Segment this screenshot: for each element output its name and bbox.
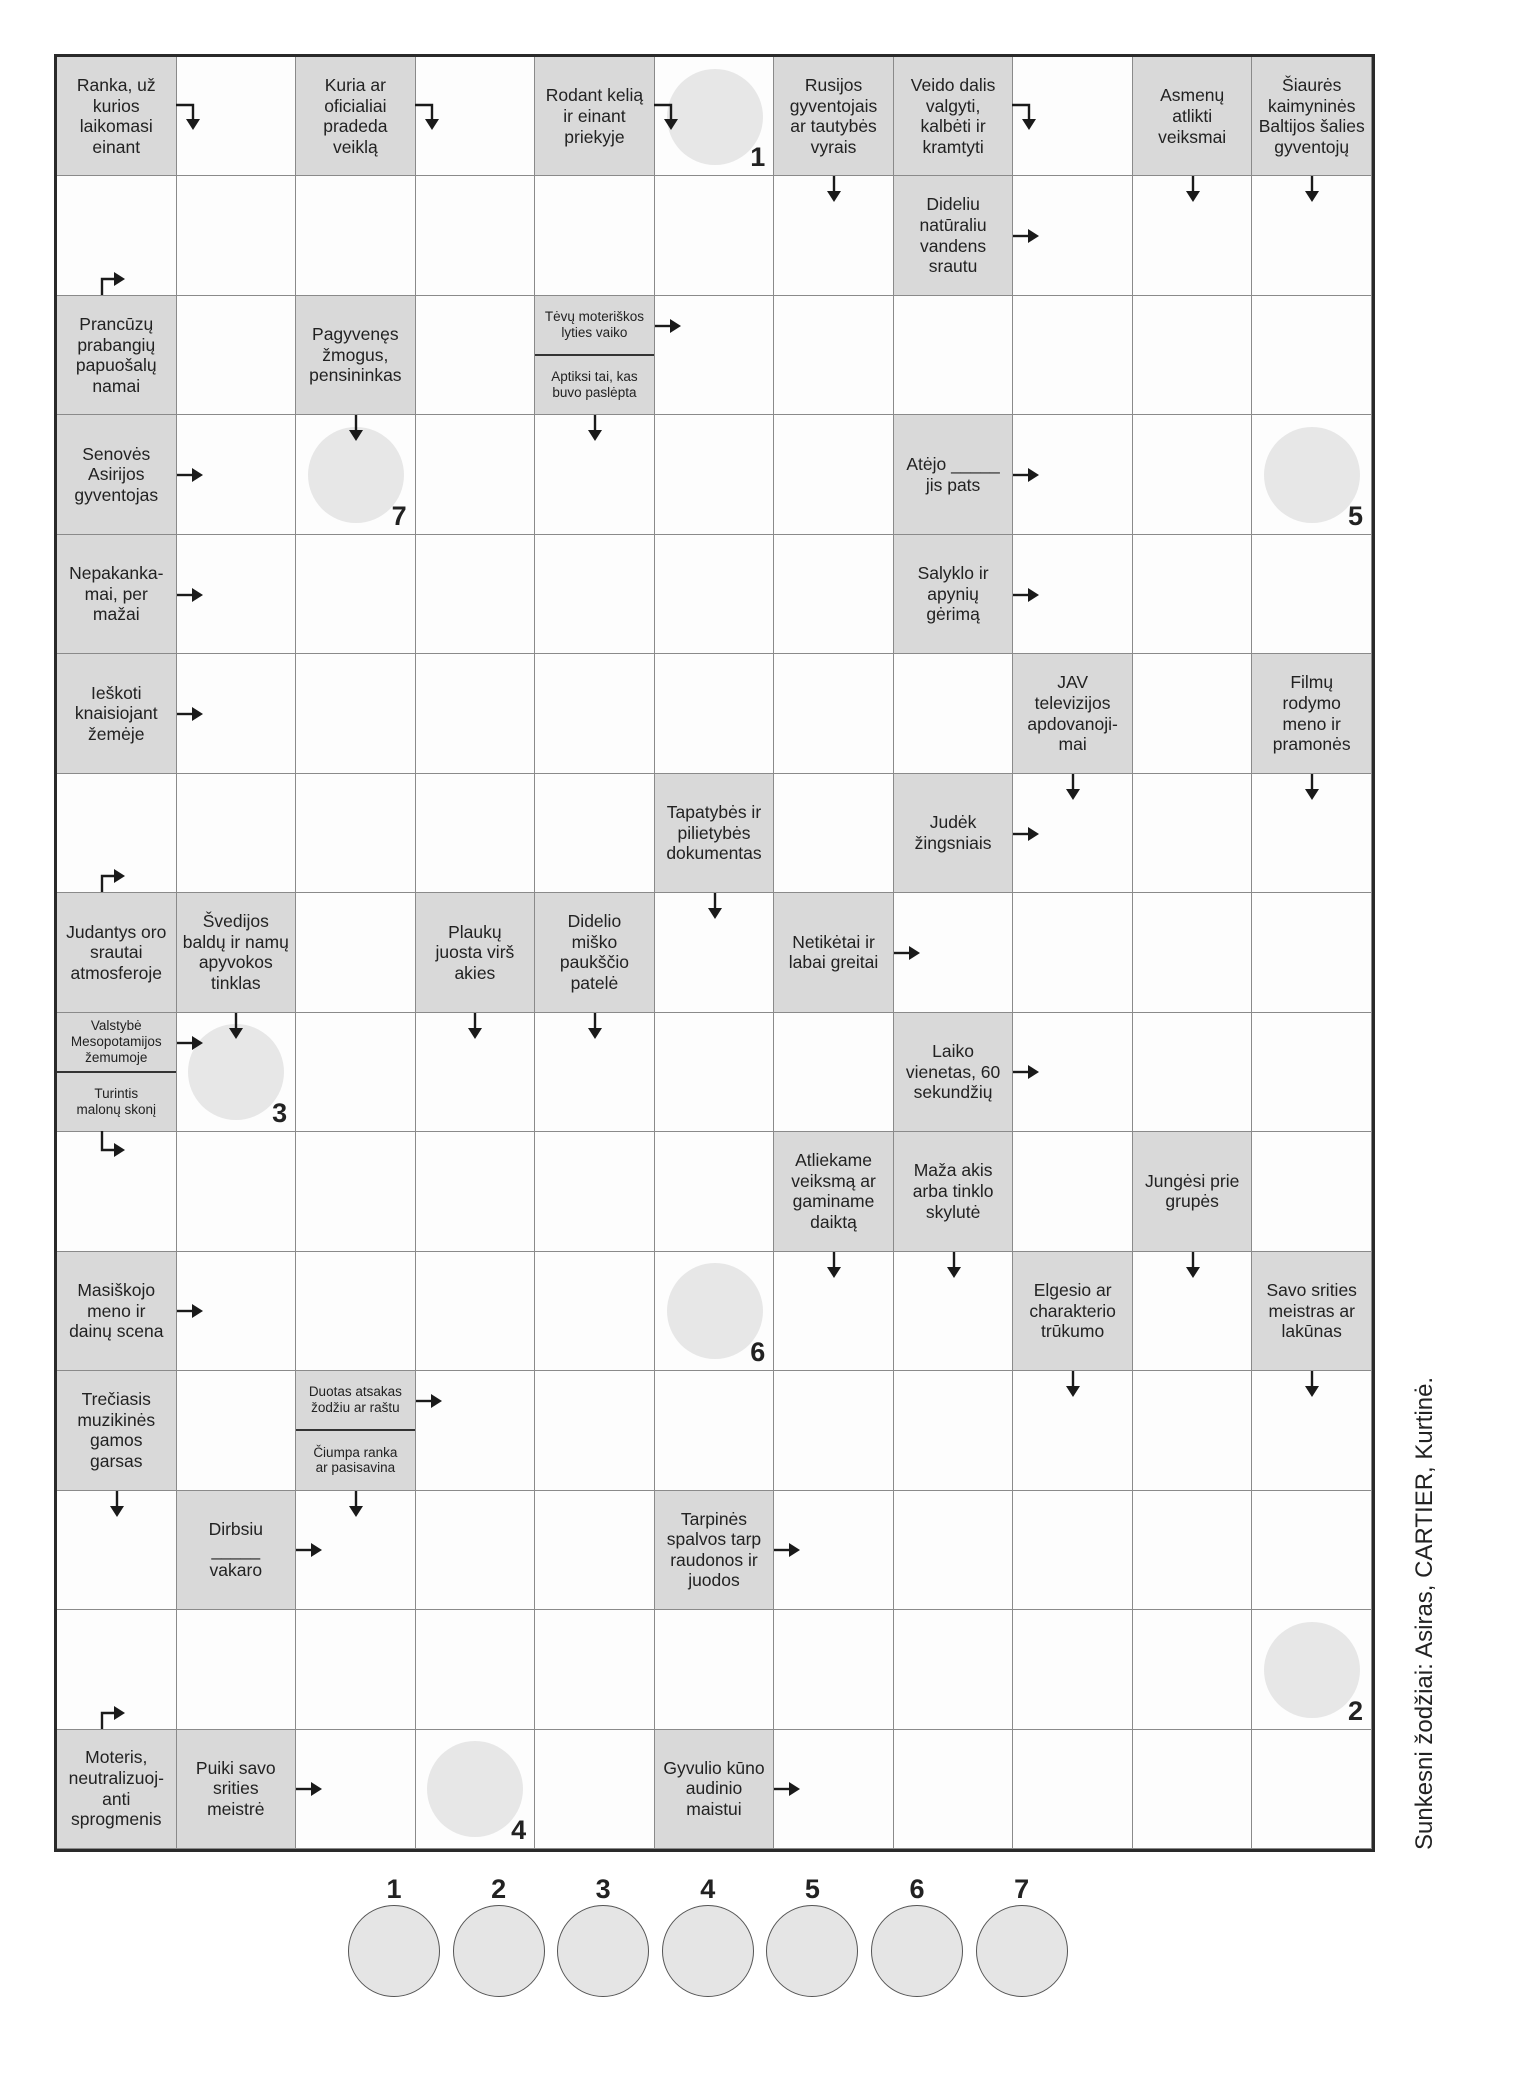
direction-arrow-icon [460, 1011, 490, 1041]
answer-cell[interactable] [296, 1252, 416, 1371]
answer-cell[interactable] [655, 1013, 775, 1132]
answer-cell[interactable] [1252, 1730, 1372, 1849]
solution-slot-circle[interactable] [871, 1905, 963, 1997]
direction-arrow-icon [341, 413, 371, 443]
answer-cell[interactable] [1133, 415, 1253, 534]
clue-text: Nepakanka- mai, per mažai [69, 563, 164, 625]
answer-cell[interactable] [416, 535, 536, 654]
clue-text: Turintis malonų skonį [57, 1071, 176, 1131]
direction-arrow-icon [414, 102, 444, 132]
clue-text: Moteris, neutralizuoj- anti sprogmenis [68, 1747, 164, 1830]
direction-arrow-icon [1058, 772, 1088, 802]
clue-text: Masiškojo meno ir dainų scena [69, 1279, 164, 1342]
clue-text: Rodant kelią ir einant priekyje [545, 85, 644, 147]
clue-text: Dirbsiu _____ vakaro [208, 1518, 264, 1581]
clue-text: Šiaurės kaimyninės Baltijos šalies gyventojų [1258, 74, 1365, 157]
answer-cell[interactable] [894, 654, 1014, 773]
answer-cell[interactable] [774, 296, 894, 415]
clue-text: Veido dalis valgyti, kalbėti ir kramtyti [910, 74, 996, 157]
answer-cell[interactable] [774, 1371, 894, 1490]
answer-cell[interactable] [1013, 1610, 1133, 1729]
clue-cell [1133, 57, 1253, 176]
circle-number: 7 [391, 500, 407, 531]
answer-cell[interactable] [177, 1610, 297, 1729]
answer-cell[interactable] [894, 1371, 1014, 1490]
clue-cell [894, 1132, 1014, 1251]
clue-text: Ieškoti knaisiojant žemėje [74, 682, 158, 744]
clue-cell [894, 415, 1014, 534]
answer-cell[interactable] [1133, 774, 1253, 893]
clue-text: Tėvų moteriškos lyties vaiko [544, 309, 644, 341]
direction-arrow-icon [102, 1489, 132, 1519]
clue-cell [57, 57, 177, 176]
clue-text: Savo srities meistras ar lakūnas [1266, 1279, 1357, 1342]
clue-cell [1133, 1132, 1253, 1251]
clue-text: JAV televizijos apdovanoji- mai [1027, 672, 1118, 755]
answer-cell[interactable] [416, 1132, 536, 1251]
clue-text: Filmų rodymo meno ir pramonės [1272, 672, 1351, 755]
direction-arrow-icon [175, 580, 205, 610]
solution-slot-number: 7 [1014, 1874, 1030, 1904]
clue-cell [655, 774, 775, 893]
answer-cell[interactable] [177, 1132, 297, 1251]
answer-cell[interactable] [535, 1730, 655, 1849]
clue-text: Atėjo _____ jis pats [906, 453, 1000, 495]
answer-cell[interactable] [416, 296, 536, 415]
crossword-grid [54, 54, 1375, 1852]
answer-cell[interactable] [655, 1610, 775, 1729]
clue-text: Valstybė Mesopotamijos žemumoje [70, 1017, 162, 1065]
circle-number: 5 [1348, 500, 1364, 531]
solution-slot-number: 3 [595, 1874, 611, 1904]
clue-cell [1013, 1252, 1133, 1371]
answer-cell[interactable] [1252, 1013, 1372, 1132]
clue-text: Dideliu natūraliu vandens srautu [919, 194, 987, 277]
answer-cell[interactable] [535, 654, 655, 773]
answer-cell[interactable] [1013, 1491, 1133, 1610]
clue-cell [57, 1252, 177, 1371]
clue-text: Gyvulio kūno audinio maistui [663, 1757, 765, 1820]
answer-cell[interactable] [894, 296, 1014, 415]
direction-arrow-icon [1297, 772, 1327, 802]
answer-cell[interactable] [1133, 893, 1253, 1012]
direction-arrow-icon [819, 174, 849, 204]
direction-arrow-icon [892, 938, 922, 968]
direction-arrow-icon [1011, 221, 1041, 251]
answer-cell[interactable] [774, 1610, 894, 1729]
direction-arrow-icon [414, 1386, 444, 1416]
clue-cell [57, 296, 177, 415]
answer-cell[interactable] [1013, 893, 1133, 1012]
answer-cell[interactable] [416, 1252, 536, 1371]
clue-text: Asmenų atlikti veiksmai [1158, 85, 1227, 147]
direction-arrow-icon [175, 1028, 205, 1058]
answer-cell[interactable] [296, 1132, 416, 1251]
clue-text: Netikėtai ir labai greitai [788, 931, 879, 973]
solution-letter-circle [1264, 1622, 1360, 1718]
answer-cell[interactable] [296, 1610, 416, 1729]
clue-cell [1252, 1252, 1372, 1371]
solution-slot-circle[interactable] [557, 1905, 649, 1997]
answer-cell[interactable] [1252, 1132, 1372, 1251]
answer-cell[interactable] [655, 1371, 775, 1490]
clue-text: Maža akis arba tinklo skylutė [912, 1160, 994, 1222]
solution-slot-number: 4 [700, 1874, 716, 1904]
answer-cell[interactable] [535, 1491, 655, 1610]
solution-slot-circle[interactable] [348, 1905, 440, 1997]
circle-number: 1 [750, 142, 766, 173]
clue-text: Duotas atsakas žodžiu ar raštu [308, 1384, 402, 1416]
answer-cell[interactable] [1252, 1491, 1372, 1610]
clue-cell [416, 893, 536, 1012]
clue-cell [57, 535, 177, 654]
answer-cell[interactable] [655, 176, 775, 295]
direction-arrow-icon [1297, 1369, 1327, 1399]
answer-cell[interactable] [296, 1013, 416, 1132]
clue-text: Plaukų juosta virš akies [435, 921, 515, 983]
answer-cell[interactable] [894, 1730, 1014, 1849]
solution-slot-circle[interactable] [662, 1905, 754, 1997]
clue-cell [894, 176, 1014, 295]
answer-cell[interactable] [774, 774, 894, 893]
answer-cell[interactable] [416, 1610, 536, 1729]
clue-cell [177, 1730, 297, 1849]
answer-cell[interactable] [894, 1610, 1014, 1729]
clue-cell [655, 1730, 775, 1849]
answer-cell[interactable] [416, 1491, 536, 1610]
clue-text: Ranka, už kurios laikomasi einant [76, 74, 156, 157]
direction-arrow-icon [294, 1535, 324, 1565]
direction-arrow-icon [175, 102, 205, 132]
direction-arrow-icon [819, 1250, 849, 1280]
answer-cell[interactable] [177, 296, 297, 415]
solution-letter-circle [1264, 427, 1360, 523]
clue-cell [774, 1132, 894, 1251]
clue-cell [535, 57, 655, 176]
answer-cell[interactable] [535, 1252, 655, 1371]
clue-text: Rusijos gyventojais ar tautybės vyrais [789, 74, 878, 157]
clue-cell [57, 654, 177, 773]
clue-text: Judantys oro srautai atmosferoje [66, 921, 167, 983]
answer-cell[interactable] [535, 1610, 655, 1729]
solution-letter-circle [667, 1263, 763, 1359]
answer-cell[interactable] [894, 1491, 1014, 1610]
direction-arrow-icon [97, 1700, 127, 1730]
clue-text: Tarpinės spalvos tarp raudonos ir juodos [666, 1508, 762, 1591]
answer-cell[interactable] [535, 1371, 655, 1490]
answer-cell[interactable] [296, 774, 416, 893]
direction-arrow-icon [175, 460, 205, 490]
answer-cell[interactable] [416, 415, 536, 534]
clue-text: Aptiksi tai, kas buvo paslėpta [535, 354, 654, 414]
answer-cell[interactable] [1252, 296, 1372, 415]
clue-cell [894, 774, 1014, 893]
clue-cell [296, 57, 416, 176]
answer-cell[interactable] [774, 535, 894, 654]
answer-cell[interactable] [296, 176, 416, 295]
answer-cell[interactable] [416, 774, 536, 893]
answer-cell[interactable] [1252, 535, 1372, 654]
circle-number: 6 [750, 1337, 766, 1368]
clue-text: Atliekame veiksmą ar gaminame daiktą [791, 1150, 876, 1233]
clue-text: Kuria ar oficialiai pradeda veiklą [323, 74, 388, 157]
answer-cell[interactable] [1013, 1132, 1133, 1251]
solution-slot-number: 2 [491, 1874, 507, 1904]
direction-arrow-icon [772, 1774, 802, 1804]
clue-text: Prancūzų prabangių papuošalų namai [75, 313, 157, 396]
answer-cell[interactable] [1133, 1730, 1253, 1849]
answer-cell[interactable] [296, 893, 416, 1012]
direction-arrow-icon [1297, 174, 1327, 204]
direction-arrow-icon [341, 1489, 371, 1519]
clue-text: Trečiasis muzikinės gamos garsas [77, 1389, 156, 1471]
circle-number: 3 [272, 1098, 288, 1129]
clue-text: Švedijos baldų ir namų apyvokos tinklas [182, 911, 289, 994]
direction-arrow-icon [1011, 580, 1041, 610]
direction-arrow-icon [1011, 460, 1041, 490]
answer-cell[interactable] [416, 176, 536, 295]
solution-slot-number: 5 [804, 1874, 820, 1904]
direction-arrow-icon [1011, 102, 1041, 132]
direction-arrow-icon [653, 102, 683, 132]
answer-cell[interactable] [655, 535, 775, 654]
answer-cell[interactable] [177, 1371, 297, 1490]
direction-arrow-icon [580, 1011, 610, 1041]
clue-cell [1252, 57, 1372, 176]
answer-cell[interactable] [655, 654, 775, 773]
answer-cell[interactable] [1133, 1371, 1253, 1490]
clue-text: Laiko vienetas, 60 sekundžių [905, 1040, 1001, 1103]
grid-cells [57, 57, 1372, 1849]
direction-arrow-icon [97, 266, 127, 296]
answer-cell[interactable] [1133, 1013, 1253, 1132]
solution-slot-number: 1 [386, 1874, 402, 1904]
clue-text: Didelio miško paukščio patelė [559, 911, 629, 994]
answer-cell[interactable] [774, 415, 894, 534]
clue-cell [1252, 654, 1372, 773]
clue-text: Salyklo ir apynių gėrimą [917, 563, 989, 625]
clue-cell [774, 57, 894, 176]
clue-cell [894, 57, 1014, 176]
direction-arrow-icon [97, 1130, 127, 1160]
direction-arrow-icon [772, 1535, 802, 1565]
answer-cell[interactable] [177, 176, 297, 295]
direction-arrow-icon [653, 311, 683, 341]
clue-cell [57, 1730, 177, 1849]
solution-slot-circle[interactable] [766, 1905, 858, 1997]
clue-cell [57, 1371, 177, 1490]
direction-arrow-icon [175, 699, 205, 729]
clue-cell [535, 296, 655, 415]
answer-cell[interactable] [177, 774, 297, 893]
answer-cell[interactable] [655, 415, 775, 534]
clue-cell [535, 893, 655, 1012]
clue-text: Senovės Asirijos gyventojas [74, 443, 159, 505]
answer-cell[interactable] [1133, 296, 1253, 415]
answer-cell[interactable] [296, 535, 416, 654]
answer-cell[interactable] [1133, 1610, 1253, 1729]
answer-cell[interactable] [535, 774, 655, 893]
direction-arrow-icon [1178, 174, 1208, 204]
clue-text: Jungėsi prie grupės [1144, 1170, 1240, 1212]
answer-cell[interactable] [655, 1132, 775, 1251]
clue-cell [774, 893, 894, 1012]
clue-cell [894, 1013, 1014, 1132]
answer-cell[interactable] [1133, 535, 1253, 654]
direction-arrow-icon [939, 1250, 969, 1280]
solution-slot-circle[interactable] [976, 1905, 1068, 1997]
answer-cell[interactable] [1133, 654, 1253, 773]
direction-arrow-icon [175, 1296, 205, 1326]
direction-arrow-icon [700, 891, 730, 921]
direction-arrow-icon [97, 863, 127, 893]
answer-cell[interactable] [535, 535, 655, 654]
answer-cell[interactable] [1133, 1491, 1253, 1610]
clue-text: Elgesio ar charakterio trūkumo [1029, 1279, 1116, 1342]
clue-text: Judėk žingsniais [914, 812, 992, 854]
clue-cell [57, 893, 177, 1012]
clue-text: Čiumpa ranka ar pasisavina [296, 1429, 415, 1489]
answer-cell[interactable] [416, 654, 536, 773]
clue-cell [57, 1013, 177, 1132]
clue-cell [296, 296, 416, 415]
direction-arrow-icon [1178, 1250, 1208, 1280]
hard-words-credit: Sunkesni žodžiai: Asiras, CARTIER, Kurtinė. [1411, 1376, 1438, 1850]
clue-cell [894, 535, 1014, 654]
answer-cell[interactable] [774, 654, 894, 773]
clue-cell [177, 893, 297, 1012]
clue-cell [1013, 654, 1133, 773]
clue-text: Puiki savo srities meistrė [195, 1757, 276, 1820]
clue-cell [296, 1371, 416, 1490]
circle-number: 2 [1348, 1695, 1364, 1726]
clue-text: Tapatybės ir pilietybės dokumentas [666, 802, 762, 864]
clue-text: Pagyvenęs žmogus, pensininkas [309, 324, 402, 386]
direction-arrow-icon [221, 1011, 251, 1041]
clue-cell [177, 1491, 297, 1610]
solution-slot-circle[interactable] [453, 1905, 545, 1997]
answer-cell[interactable] [296, 654, 416, 773]
answer-cell[interactable] [1013, 1730, 1133, 1849]
direction-arrow-icon [1011, 1057, 1041, 1087]
circle-number: 4 [511, 1815, 527, 1845]
clue-cell [655, 1491, 775, 1610]
answer-cell[interactable] [1013, 296, 1133, 415]
direction-arrow-icon [294, 1774, 324, 1804]
answer-cell[interactable] [1252, 893, 1372, 1012]
clue-cell [57, 415, 177, 534]
solution-letter-circle [427, 1741, 523, 1837]
solution-slot-number: 6 [909, 1874, 925, 1904]
direction-arrow-icon [1058, 1369, 1088, 1399]
direction-arrow-icon [580, 413, 610, 443]
direction-arrow-icon [1011, 819, 1041, 849]
answer-cell[interactable] [774, 1013, 894, 1132]
answer-cell[interactable] [535, 176, 655, 295]
answer-cell[interactable] [535, 1132, 655, 1251]
